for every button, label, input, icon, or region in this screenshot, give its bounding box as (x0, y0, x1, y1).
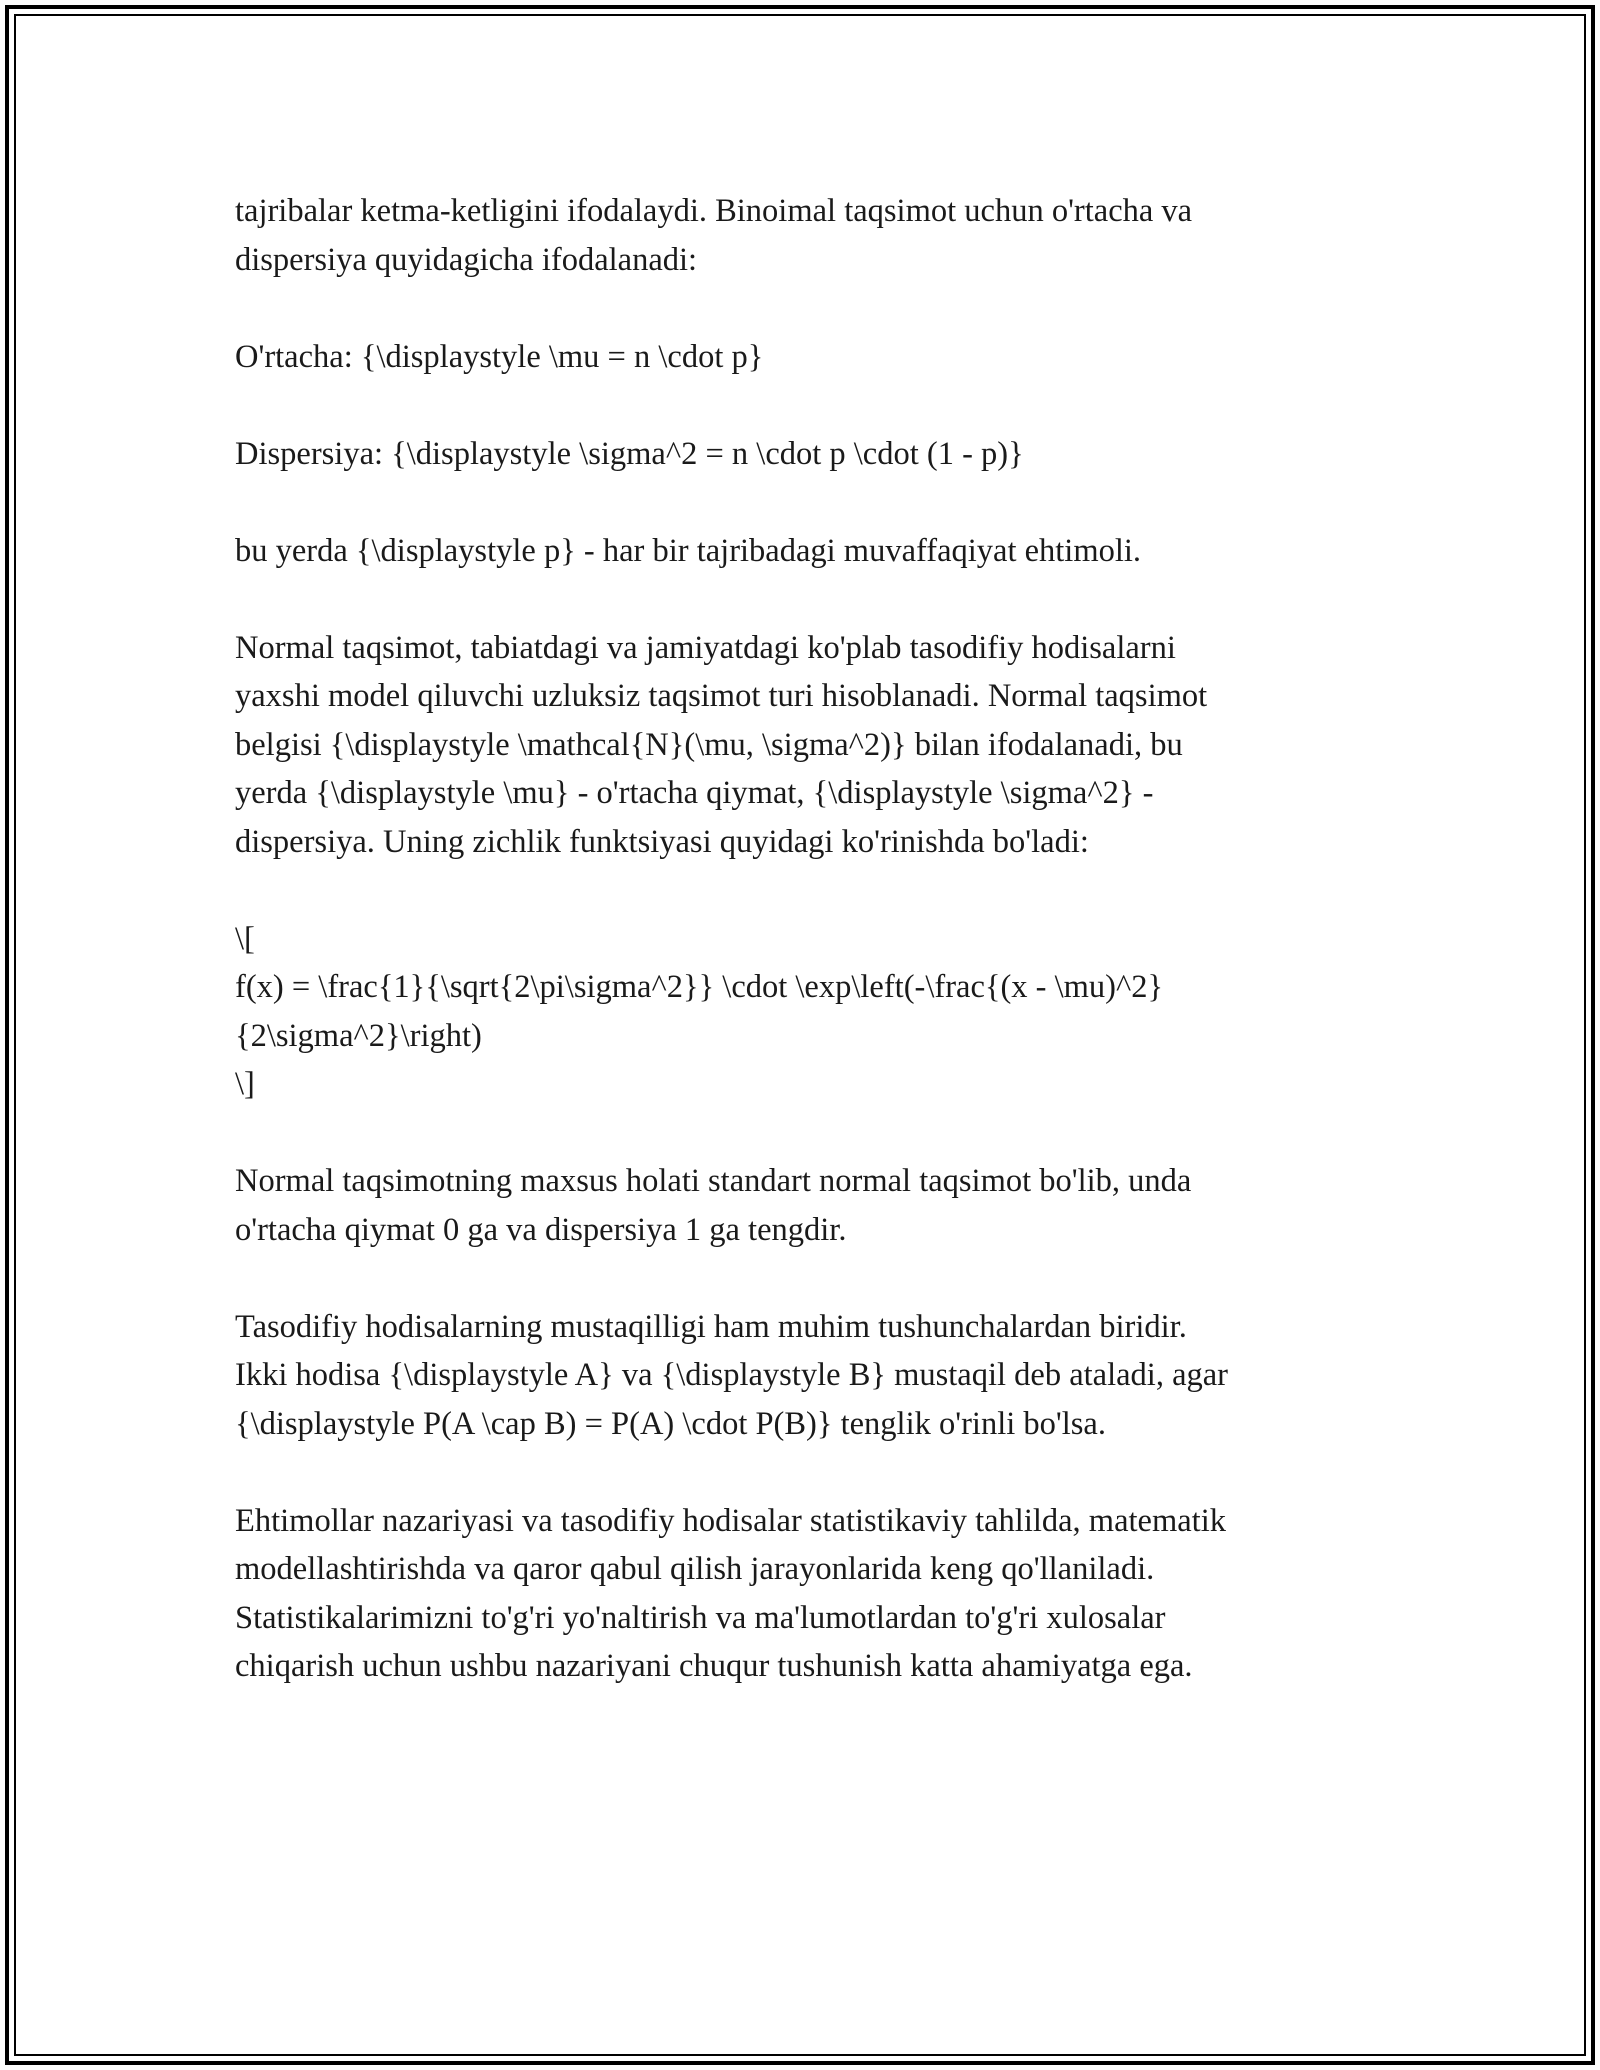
text-line: Normal taqsimotning maxsus holati standart normal taqsimot bo'lib, unda (235, 1163, 1192, 1199)
text-line: bu yerda {\displaystyle p} - har bir tajribadagi muvaffaqiyat ehtimoli. (235, 532, 1142, 569)
text-line: tajribalar ketma-ketligini ifodalaydi. Binoimal taqsimot uchun o'rtacha va (235, 193, 1193, 229)
paragraph-normal-distribution (235, 624, 1375, 867)
text-line: O'rtacha: {\displaystyle \mu = n \cdot p} (235, 338, 764, 375)
text-line: Dispersiya: {\displaystyle \sigma^2 = n \cdot p \cdot (1 - p)} (235, 435, 1024, 472)
text-line: Ehtimollar nazariyasi va tasodifiy hodisalar statistikaviy tahlilda, matematik (235, 1502, 1226, 1539)
text-line: \[ (235, 920, 255, 957)
paragraph-conclusion (235, 1497, 1375, 1691)
paragraph-independence (235, 1303, 1375, 1449)
text-line: belgisi {\displaystyle \mathcal{N}(\mu, \sigma^2)} bilan ifodalanadi, bu (235, 726, 1183, 763)
text-line: \] (235, 1066, 255, 1102)
document-body (235, 187, 1375, 1739)
text-line: chiqarish uchun ushbu nazariyani chuqur tushunish katta ahamiyatga ega. (235, 1648, 1193, 1684)
text-line: Tasodifiy hodisalarning mustaqilligi ham muhim tushunchalardan biridir. (235, 1308, 1187, 1345)
paragraph-standard-normal (235, 1157, 1375, 1254)
text-line: {2\sigma^2}\right) (235, 1017, 482, 1054)
text-line: Ikki hodisa {\displaystyle A} va {\displaystyle B} mustaqil deb ataladi, agar (235, 1357, 1228, 1393)
paragraph-p-definition (235, 527, 1375, 576)
text-line: f(x) = \frac{1}{\sqrt{2\pi\sigma^2}} \cdot \exp\left(-\frac{(x - \mu)^2} (235, 969, 1164, 1005)
text-line: dispersiya quyidagicha ifodalanadi: (235, 241, 698, 278)
text-line: modellashtirishda va qaror qabul qilish jarayonlarida keng qo'llaniladi. (235, 1551, 1155, 1587)
paragraph-variance-formula (235, 430, 1375, 479)
text-line: Statistikalarimizni to'g'ri yo'naltirish va ma'lumotlardan to'g'ri xulosalar (235, 1599, 1166, 1636)
text-line: o'rtacha qiymat 0 ga va dispersiya 1 ga tengdir. (235, 1211, 847, 1248)
paragraph-mean-formula (235, 333, 1375, 382)
text-line: dispersiya. Uning zichlik funktsiyasi quyidagi ko'rinishda bo'ladi: (235, 823, 1089, 860)
text-line: {\displaystyle P(A \cap B) = P(A) \cdot P(B)} tenglik o'rinli bo'lsa. (235, 1405, 1106, 1442)
text-line: Normal taqsimot, tabiatdagi va jamiyatdagi ko'plab tasodifiy hodisalarni (235, 629, 1176, 666)
text-line: yerda {\displaystyle \mu} - o'rtacha qiymat, {\displaystyle \sigma^2} - (235, 775, 1154, 811)
text-line: yaxshi model qiluvchi uzluksiz taqsimot turi hisoblanadi. Normal taqsimot (235, 678, 1208, 714)
paragraph-density-formula (235, 915, 1375, 1109)
paragraph-binomial-intro (235, 187, 1375, 284)
